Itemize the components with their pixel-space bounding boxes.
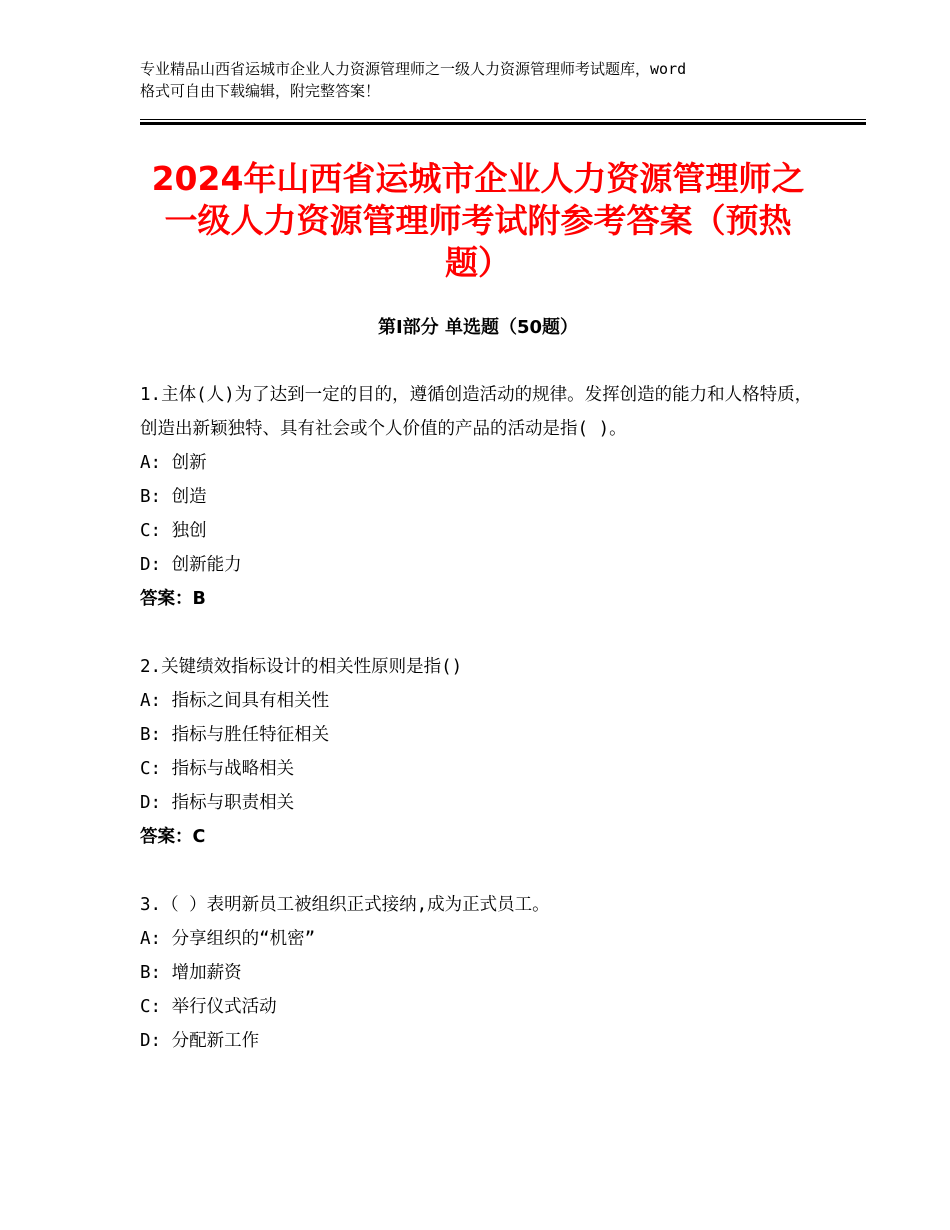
question-text: 3.（ ）表明新员工被组织正式接纳,成为正式员工。 — [140, 895, 550, 915]
option-a: A: 分享组织的“机密” — [140, 929, 316, 949]
option-b: B: 增加薪资 — [140, 963, 242, 983]
option-a: A: 创新 — [140, 453, 207, 473]
question-1 — [140, 378, 816, 616]
header-divider-thin — [140, 119, 866, 120]
section-heading: 第Ⅰ部分 单选题（50题） — [377, 317, 578, 338]
option-d: D: 指标与职责相关 — [140, 793, 295, 813]
question-2 — [140, 650, 816, 854]
question-3 — [140, 888, 816, 1058]
answer-label: 答案：C — [140, 827, 206, 847]
answer-label: 答案：B — [140, 589, 206, 609]
header-note-line-1: 专业精品山西省运城市企业人力资源管理师之一级人力资源管理师考试题库，word — [140, 60, 687, 78]
option-a: A: 指标之间具有相关性 — [140, 691, 330, 711]
option-c: C: 独创 — [140, 521, 207, 541]
header-note-line-2: 格式可自由下载编辑，附完整答案！ — [140, 82, 381, 100]
header-divider-thick — [140, 122, 866, 125]
option-c: C: 举行仪式活动 — [140, 997, 277, 1017]
question-list — [140, 378, 816, 1092]
option-b: B: 指标与胜任特征相关 — [140, 725, 330, 745]
question-text: 1.主体(人)为了达到一定的目的，遵循创造活动的规律。发挥创造的能力和人格特质，创造出新颖独特、具有社会或个人价值的产品的活动是指( )。 — [140, 385, 813, 439]
option-d: D: 创新能力 — [140, 555, 242, 575]
document-title: 2024年山西省运城市企业人力资源管理师之一级人力资源管理师考试附参考答案（预热题） — [151, 159, 805, 282]
header-divider — [140, 119, 866, 125]
option-d: D: 分配新工作 — [140, 1031, 260, 1051]
option-b: B: 创造 — [140, 487, 207, 507]
option-c: C: 指标与战略相关 — [140, 759, 295, 779]
question-text: 2.关键绩效指标设计的相关性原则是指() — [140, 657, 463, 677]
header-note — [140, 58, 830, 102]
